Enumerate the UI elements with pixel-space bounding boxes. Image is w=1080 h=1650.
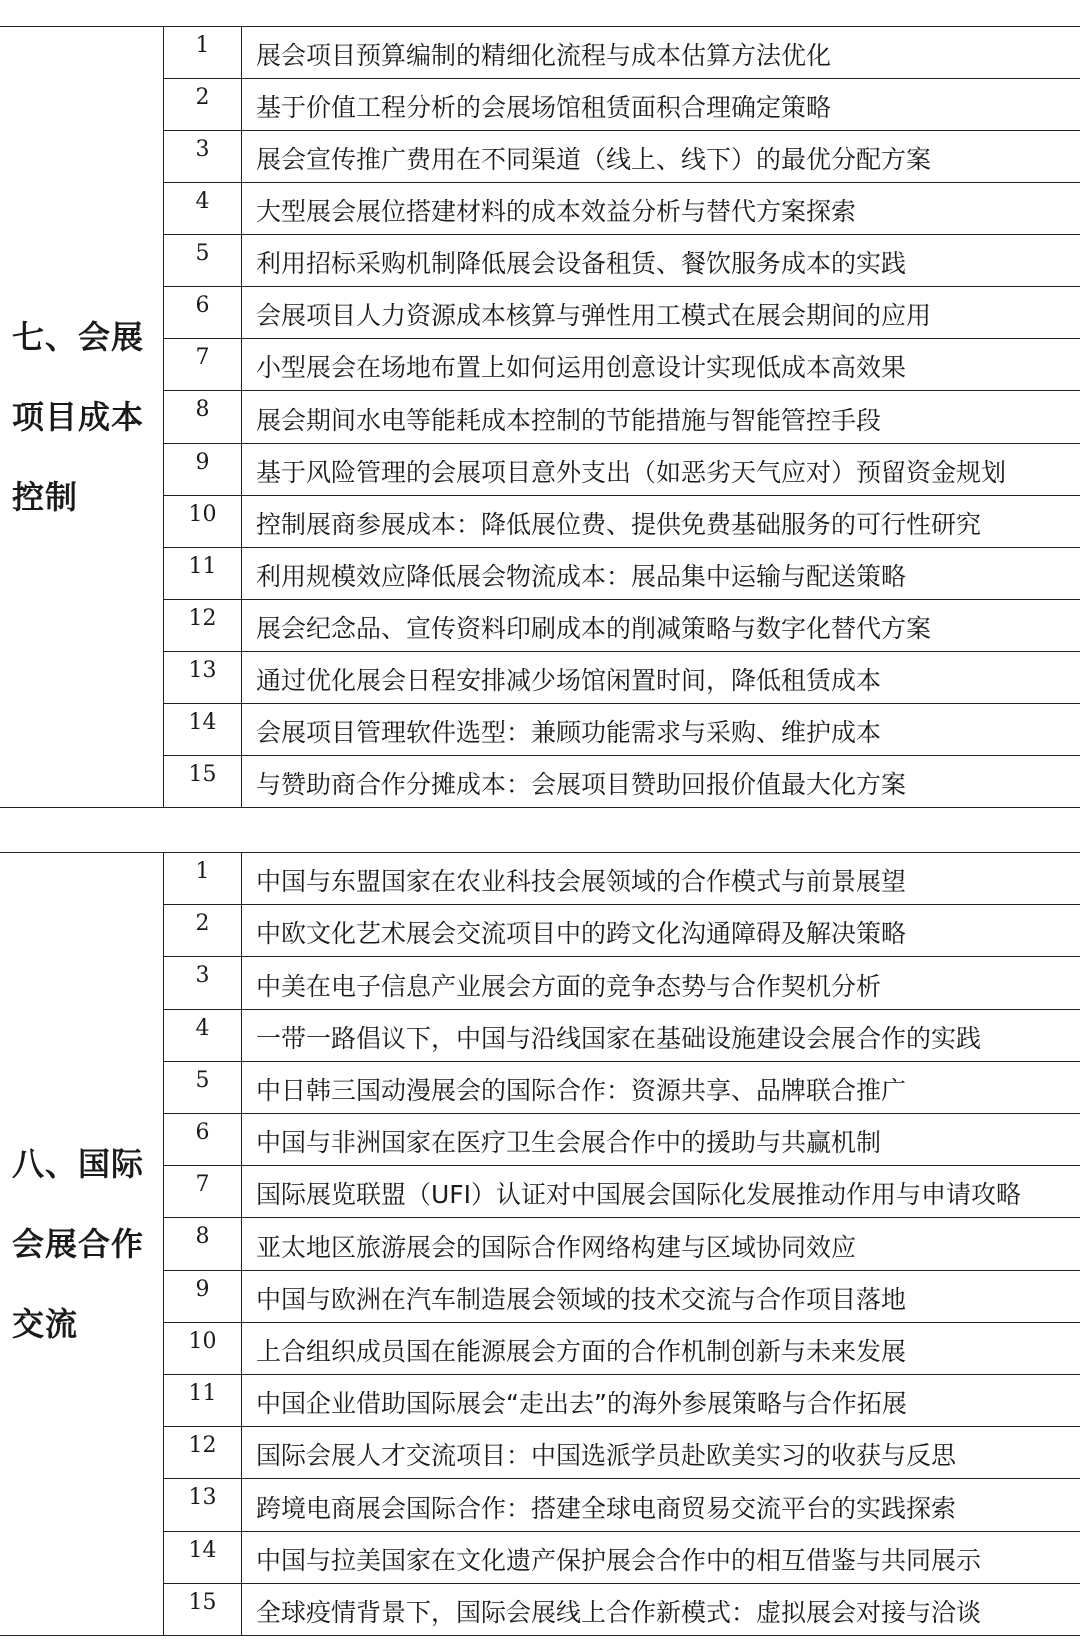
topic-text: 利用规模效应降低展会物流成本：展品集中运输与配送策略 [256,561,907,591]
table-row [164,905,1080,957]
row-number: 15 [164,756,242,807]
row-number: 8 [164,391,242,442]
table-row [164,287,1080,339]
category-cell [0,853,164,1635]
topic-text: 展会项目预算编制的精细化流程与成本估算方法优化 [256,41,832,71]
topic-text: 国际展览联盟（UFI）认证对中国展会国际化发展推动作用与申请攻略 [256,1180,1022,1210]
topic-text: 上合组织成员国在能源展会方面的合作机制创新与未来发展 [256,1337,907,1367]
row-number: 10 [164,496,242,547]
table-row [164,235,1080,287]
row-number: 3 [164,131,242,182]
row-number: 6 [164,1114,242,1165]
topic-text: 中国与非洲国家在医疗卫生会展合作中的援助与共赢机制 [256,1128,882,1158]
topic-text: 中国与东盟国家在农业科技会展领域的合作模式与前景展望 [256,867,907,897]
row-number: 2 [164,79,242,130]
topic-text: 与赞助商合作分摊成本：会展项目赞助回报价值最大化方案 [256,769,907,799]
row-number: 7 [164,339,242,390]
topic-text: 跨境电商展会国际合作：搭建全球电商贸易交流平台的实践探索 [256,1493,957,1523]
row-number: 14 [164,1532,242,1583]
row-number: 1 [164,853,242,904]
table-row [164,391,1080,443]
row-number: 9 [164,1271,242,1322]
table-row [164,1323,1080,1375]
topic-text: 国际会展人才交流项目：中国选派学员赴欧美实习的收获与反思 [256,1441,957,1471]
topic-text: 基于价值工程分析的会展场馆租赁面积合理确定策略 [256,93,832,123]
row-number: 5 [164,1062,242,1113]
table-row [164,1218,1080,1270]
topic-text: 利用招标采购机制降低展会设备租赁、餐饮服务成本的实践 [256,249,907,279]
topic-text: 全球疫情背景下，国际会展线上合作新模式：虚拟展会对接与洽谈 [256,1598,982,1628]
table-row [164,1532,1080,1584]
topic-text: 一带一路倡议下，中国与沿线国家在基础设施建设会展合作的实践 [256,1023,982,1053]
table-row [164,1479,1080,1531]
category-title: 八、国际会展合作交流 [12,1145,145,1343]
row-number: 13 [164,1479,242,1530]
row-number: 13 [164,652,242,703]
table-row [164,79,1080,131]
category-cell [0,27,164,807]
table-row [164,1166,1080,1218]
topic-text: 中欧文化艺术展会交流项目中的跨文化沟通障碍及解决策略 [256,919,907,949]
row-number: 4 [164,1010,242,1061]
table-row [164,339,1080,391]
topic-table-section-international-cooperation [0,852,1080,1636]
row-number: 7 [164,1166,242,1217]
row-number: 11 [164,1375,242,1426]
table-row [164,1271,1080,1323]
category-title: 七、会展项目成本控制 [12,318,145,516]
table-row [164,756,1080,807]
topic-text: 中日韩三国动漫展会的国际合作：资源共享、品牌联合推广 [256,1076,907,1106]
row-number: 8 [164,1218,242,1269]
table-row [164,183,1080,235]
row-number: 9 [164,444,242,495]
table-row [164,652,1080,704]
table-row [164,548,1080,600]
row-number: 5 [164,235,242,286]
topic-text: 中美在电子信息产业展会方面的竞争态势与合作契机分析 [256,971,882,1001]
table-row [164,957,1080,1009]
row-number: 6 [164,287,242,338]
topic-text: 中国企业借助国际展会“走出去”的海外参展策略与合作拓展 [256,1389,907,1419]
row-number: 1 [164,27,242,78]
topic-text: 展会宣传推广费用在不同渠道（线上、线下）的最优分配方案 [256,145,932,175]
row-number: 14 [164,704,242,755]
topic-rows [164,853,1080,1635]
table-row [164,496,1080,548]
table-row [164,1584,1080,1635]
topic-text: 中国与欧洲在汽车制造展会领域的技术交流与合作项目落地 [256,1284,907,1314]
row-number: 2 [164,905,242,956]
topic-text: 展会纪念品、宣传资料印刷成本的削减策略与数字化替代方案 [256,613,932,643]
row-number: 12 [164,600,242,651]
table-row [164,853,1080,905]
topic-text: 大型展会展位搭建材料的成本效益分析与替代方案探索 [256,197,857,227]
row-number: 11 [164,548,242,599]
row-number: 10 [164,1323,242,1374]
topic-rows [164,27,1080,807]
topic-text: 亚太地区旅游展会的国际合作网络构建与区域协同效应 [256,1232,857,1262]
topic-text: 控制展商参展成本：降低展位费、提供免费基础服务的可行性研究 [256,509,982,539]
table-row [164,1062,1080,1114]
table-row [164,444,1080,496]
topic-table-section-cost-control [0,26,1080,808]
table-row [164,131,1080,183]
topic-text: 中国与拉美国家在文化遗产保护展会合作中的相互借鉴与共同展示 [256,1545,982,1575]
topic-text: 通过优化展会日程安排减少场馆闲置时间，降低租赁成本 [256,665,882,695]
table-row [164,704,1080,756]
table-row [164,1375,1080,1427]
topic-text: 小型展会在场地布置上如何运用创意设计实现低成本高效果 [256,353,907,383]
row-number: 4 [164,183,242,234]
table-row [164,27,1080,79]
table-row [164,1427,1080,1479]
row-number: 3 [164,957,242,1008]
row-number: 12 [164,1427,242,1478]
table-row [164,1010,1080,1062]
topic-text: 展会期间水电等能耗成本控制的节能措施与智能管控手段 [256,405,882,435]
row-number: 15 [164,1584,242,1635]
table-row [164,1114,1080,1166]
topic-text: 基于风险管理的会展项目意外支出（如恶劣天气应对）预留资金规划 [256,457,1007,487]
table-row [164,600,1080,652]
topic-text: 会展项目人力资源成本核算与弹性用工模式在展会期间的应用 [256,301,932,331]
topic-text: 会展项目管理软件选型：兼顾功能需求与采购、维护成本 [256,717,882,747]
